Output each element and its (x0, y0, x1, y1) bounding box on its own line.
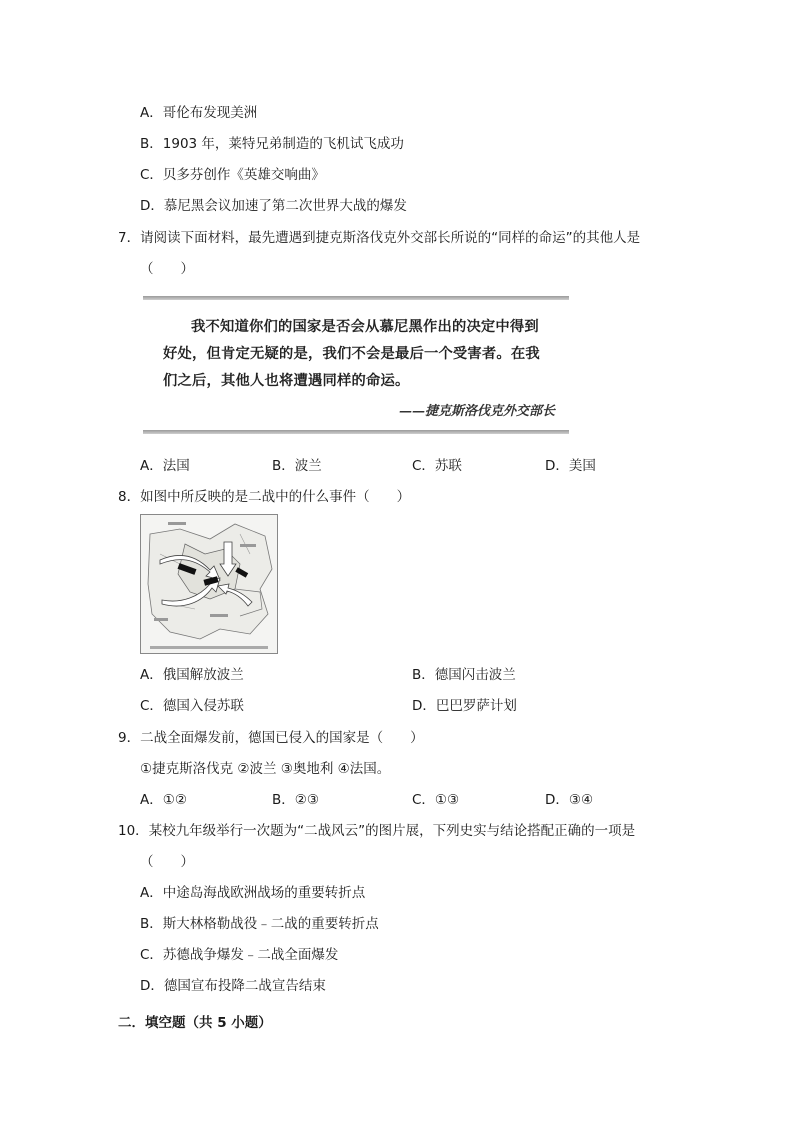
q6-option-b: B．1903 年，莱特兄弟制造的飞机试飞成功 (140, 136, 404, 152)
q8-map-image (140, 514, 278, 654)
q7-option-c: C．苏联 (412, 458, 462, 474)
q7-option-d: D．美国 (545, 458, 596, 474)
q9-stem (118, 729, 424, 747)
q10-option-b: B．斯大林格勒战役﹣二战的重要转折点 (140, 916, 379, 932)
quote-line-2: 好处，但肯定无疑的是，我们不会是最后一个受害者。在我 (163, 346, 540, 362)
q10-option-a: A．中途岛海战欧洲战场的重要转折点 (140, 885, 366, 901)
quote-line-1: 我不知道你们的国家是否会从慕尼黑作出的决定中得到 (191, 319, 539, 335)
q9-items: ①捷克斯洛伐克 ②波兰 ③奥地利 ④法国。 (140, 761, 391, 777)
q9-option-a: A．①② (140, 792, 187, 808)
q9-option-b: B．②③ (272, 792, 319, 808)
quote-source: ——捷克斯洛伐克外交部长 (398, 404, 555, 419)
section-title-fill-blank: 二．填空题（共 5 小题） (118, 1015, 272, 1031)
q7-bracket: （ ） (140, 261, 194, 277)
q8-option-b: B．德国闪击波兰 (412, 667, 516, 683)
q10-option-c: C．苏德战争爆发﹣二战全面爆发 (140, 947, 339, 963)
q10-text: 某校九年级举行一次题为“二战风云”的图片展，下列史实与结论搭配正确的一项是 (148, 823, 636, 839)
q8-option-d: D．巴巴罗萨计划 (412, 698, 517, 714)
q8-option-c: C．德国入侵苏联 (140, 698, 244, 714)
q8-text: 如图中所反映的是二战中的什么事件（ ） (140, 489, 411, 505)
q6-option-c: C．贝多芬创作《英雄交响曲》 (140, 167, 325, 183)
quote-text (163, 314, 555, 395)
q6-option-d: D．慕尼黑会议加速了第二次世界大战的爆发 (140, 198, 407, 214)
quote-bottom-rule (143, 430, 569, 434)
quote-top-rule (143, 296, 569, 300)
q10-option-d: D．德国宣布投降二战宣告结束 (140, 978, 326, 994)
q8-number: 8． (118, 489, 141, 505)
q9-number: 9． (118, 730, 141, 746)
q7-stem (118, 229, 640, 247)
q8-option-a: A．俄国解放波兰 (140, 667, 244, 683)
quote-line-3: 们之后，其他人也将遭遇同样的命运。 (163, 373, 410, 389)
q9-option-c: C．①③ (412, 792, 460, 808)
q7-text: 请阅读下面材料，最先遭遇到捷克斯洛伐克外交部长所说的“同样的命运”的其他人是 (140, 230, 641, 246)
q9-text: 二战全面爆发前，德国已侵入的国家是（ ） (140, 730, 424, 746)
q8-stem (118, 488, 410, 506)
q7-option-b: B．波兰 (272, 458, 322, 474)
q10-bracket: （ ） (140, 854, 194, 870)
q7-quote-box (143, 296, 569, 436)
q10-number: 10． (118, 823, 149, 839)
q7-number: 7． (118, 230, 141, 246)
q6-option-a: A．哥伦布发现美洲 (140, 105, 258, 121)
q9-option-d: D．③④ (545, 792, 594, 808)
q7-option-a: A．法国 (140, 458, 190, 474)
q10-stem (118, 822, 635, 840)
